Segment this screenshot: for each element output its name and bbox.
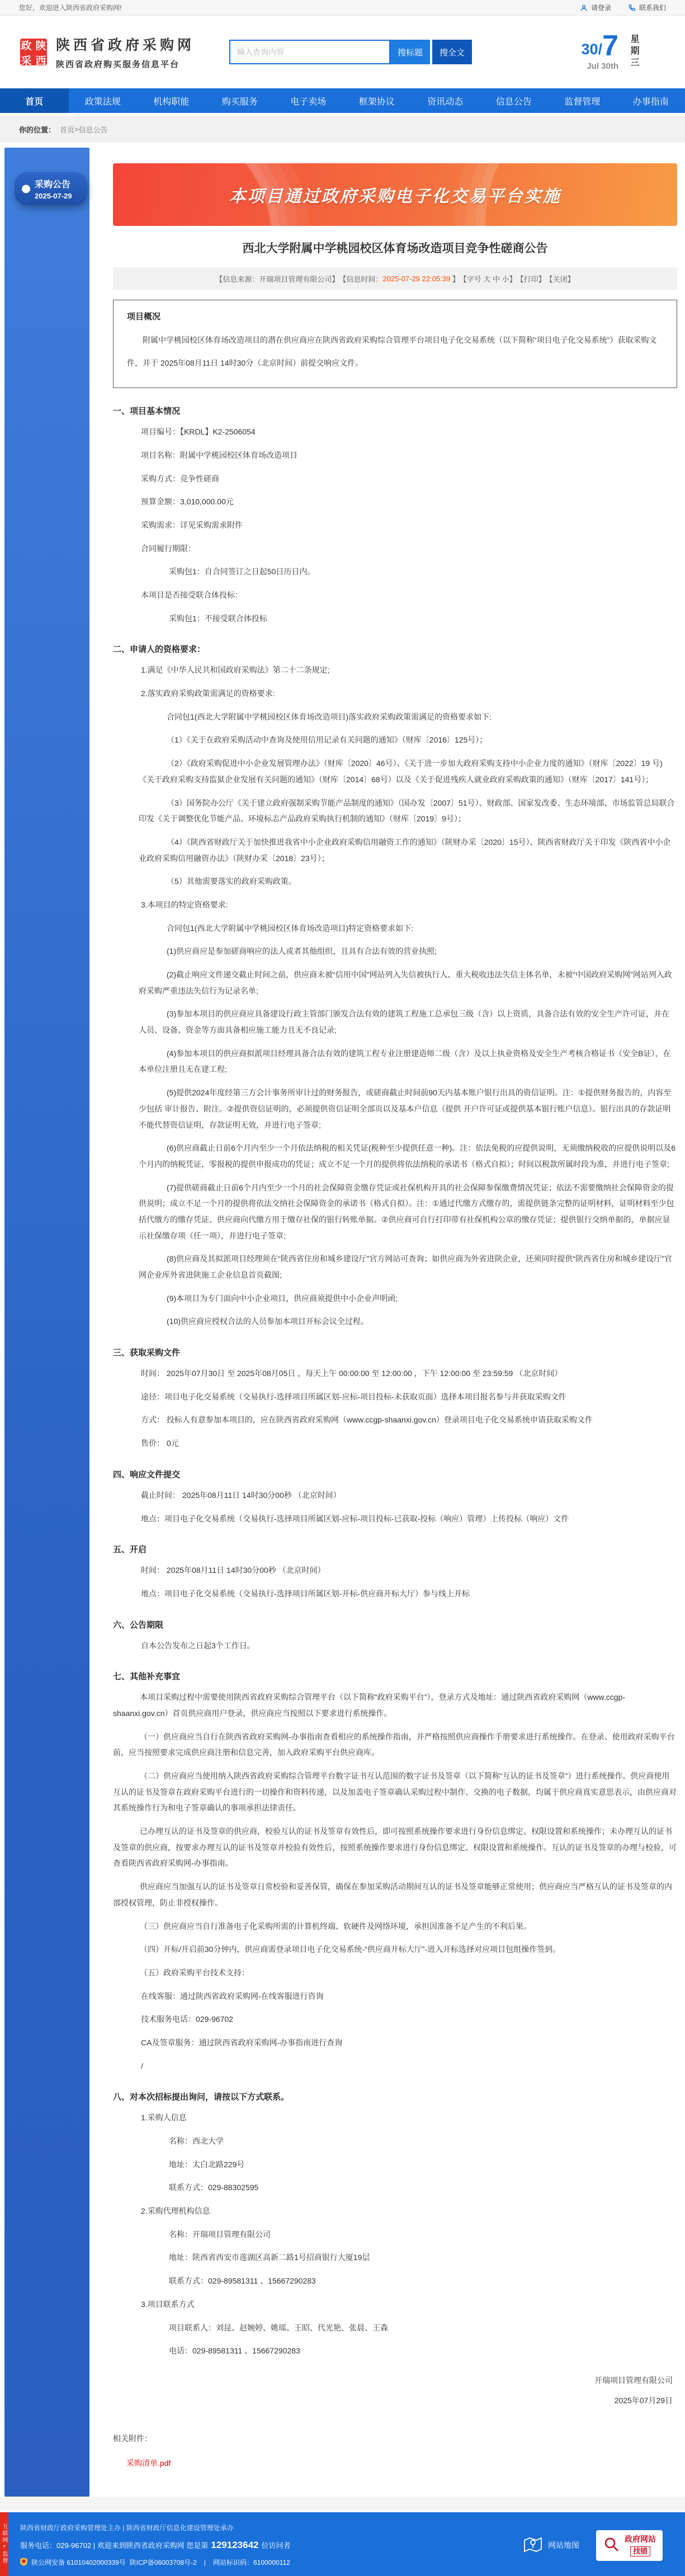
main-nav <box>0 88 685 113</box>
article-paragraph: (9)本项目为专门面向中小企业项目，供应商须提供中小企业声明函; <box>139 1291 677 1307</box>
section-heading: 六、公告期限 <box>113 1619 677 1630</box>
article-paragraph: 联系方式：029-89581311 、15667290283 <box>169 2273 677 2289</box>
article-paragraph: 地点：项目电子化交易系统（交易执行-选择项目所属区划-应标-项目投标-已获取-投标（响应）管理）上传投标（响应）文件 <box>141 1511 677 1527</box>
bullet-dot-icon <box>22 185 30 193</box>
article-paragraph: (1)供应商应是参加磋商响应的法人或者其他组织，且具有合法有效的营业执照; <box>139 943 677 959</box>
article-paragraph: 3.项目联系方式 <box>141 2296 677 2313</box>
article-paragraph: CA及签章服务：通过陕西省政府采购网-办事指南进行查询 <box>141 2035 677 2051</box>
article-paragraph: 自本公告发布之日起3个工作日。 <box>141 1638 677 1654</box>
article-paragraph: 在线客服：通过陕西省政府采购网-在线客服进行咨询 <box>141 1988 677 2005</box>
meta-print[interactable]: 【打印】 <box>517 273 546 284</box>
article-paragraph: 途径：项目电子化交易系统（交易执行-选择项目所属区划-应标-项目投标-未获取页面）选择本项目报名参与并获取采购文件 <box>141 1389 677 1405</box>
nav-item-8[interactable]: 监督管理 <box>548 88 617 113</box>
article-paragraph: （2）《政府采购促进中小企业发展管理办法》（财库〔2020〕46号）、《关于进一步加大政府采购支持中小企业力度的通知》（财库〔2022〕19 号)《关于政府采购支持监狱企业发展有关问题的通知》（财库〔2014〕68号）以及《关于促进残疾人就业政府采购政策的通知》（财库〔2017〕141号）； <box>139 755 677 787</box>
footer <box>0 2512 685 2576</box>
article-paragraph: 地址：太白北路229号 <box>169 2157 677 2173</box>
article-paragraph: 项目名称：附属中学桃园校区体育场改造项目 <box>141 447 677 464</box>
breadcrumb-bar <box>0 116 685 143</box>
magnifier-icon <box>603 2536 620 2555</box>
section-heading: 三、获取采购文件 <box>113 1346 677 1358</box>
meta-time-prefix: 【信息时间： <box>339 273 382 284</box>
footer-beian-line <box>20 2558 291 2568</box>
visitor-count: 129123642 <box>211 2540 258 2551</box>
beian-police[interactable]: 陕公网安备 61010402000339号 <box>31 2558 126 2567</box>
site-logo <box>19 37 48 67</box>
search-fulltext-button[interactable]: 搜全文 <box>432 40 472 64</box>
date-numbers <box>582 33 618 59</box>
article-paragraph: 1.满足《中华人民共和国政府采购法》第二十二条规定; <box>141 662 677 678</box>
meta-close[interactable]: 【关闭】 <box>546 273 575 284</box>
attachment-pdf-link[interactable]: 采购清单.pdf <box>126 2457 171 2469</box>
attachments-label: 相关附件： <box>113 2433 677 2444</box>
nav-item-5[interactable]: 框架协议 <box>343 88 412 113</box>
meta-time: 2025-07-29 22:05:39 <box>382 275 450 283</box>
nav-item-4[interactable]: 电子卖场 <box>274 88 343 113</box>
footer-separator: | <box>204 2559 206 2566</box>
article-paragraph: 3.本项目的特定资格要求: <box>141 897 677 913</box>
nav-item-7[interactable]: 信息公告 <box>480 88 549 113</box>
article-paragraph: 合同包1(西北大学附属中学桃园校区体育场改造项目)特定资格要求如下: <box>139 920 677 937</box>
article-paragraph: (4)参加本项目的供应商拟派项目经理具备合法有效的建筑工程专业注册建造师二级（含）及以上执业资格及安全生产考核合格证书（安全B证），在本单位注册且无在建工程; <box>139 1046 677 1077</box>
nav-item-0[interactable]: 首页 <box>0 88 69 113</box>
badge-text <box>625 2534 656 2557</box>
badge-line2: 找错 <box>630 2546 650 2556</box>
sidebar-category-label: 采购公告 <box>35 177 82 190</box>
meta-font-size[interactable]: 【字号 大 中 小】 <box>460 273 517 284</box>
article-content <box>113 148 677 2497</box>
article-paragraph: 电话：029-89581311 、15667290283 <box>169 2343 677 2359</box>
article-paragraph: (5)提供2024年度经第三方会计事务所审计过的财务报告，或磋商截止时间前90天内基本账户银行出具的资信证明。注：①提供财务报告的，内容至少包括 审计报告、附注。②提供资信证明的，必须提供资信证明全部页以及基本户信息（提供 开户许可证或提供基本银行账户信息）。银行出具的存款证明不能代替资信证明，存款证明无效，并进行电子签章; <box>139 1085 677 1133</box>
logo-char: 陕 <box>35 37 46 53</box>
article-paragraph: 售价： 0元 <box>141 1435 677 1452</box>
article-paragraph: （1）《关于在政府采购活动中查询及使用信用记录有关问题的通知》（财库〔2016〕125号）； <box>139 732 677 748</box>
sidebar-item-procurement-notice[interactable] <box>15 172 87 205</box>
article-paragraph: （四）开标/开启前30分钟内，供应商需登录项目电子化交易系统-“供应商开标大厅”-进入开标选择对应项目包组操作签到。 <box>113 1941 677 1958</box>
search-title-button[interactable]: 搜标题 <box>390 40 430 64</box>
overview-heading: 项目概况 <box>127 310 663 322</box>
sitemap-label: 网站地图 <box>548 2540 579 2551</box>
article-paragraph: 本项目是否接受联合体投标： <box>141 587 677 603</box>
article-paragraph: （三）供应商应当自行准备电子化采购所需的计算机终端、软硬件及网络环境，承担因准备不足产生的不利后果。 <box>113 1918 677 1935</box>
sitemap-link[interactable] <box>523 2536 579 2555</box>
gov-site-error-report-badge[interactable] <box>596 2530 663 2561</box>
overview-body: 附属中学桃园校区体育场改造项目的潜在供应商应在陕西省政府采购综合管理平台项目电子化交易系统（以下简称“项目电子化交易系统”）获取采购文件，并于 2025年08月11日 14时30分（北京时间）前提交响应文件。 <box>127 329 663 374</box>
site-header <box>0 16 685 88</box>
contact-link[interactable] <box>628 3 666 12</box>
article-title: 西北大学附属中学桃园校区体育场改造项目竞争性磋商公告 <box>113 239 677 256</box>
footer-visitor-pre: 服务电话：029-96702 | 欢迎来到陕西省政府采购网 您是第 <box>20 2540 208 2550</box>
article-paragraph: 联系方式：029-88302595 <box>169 2180 677 2196</box>
date-english: Jul 30th <box>582 62 618 71</box>
section-heading: 八、对本次招标提出询问，请按以下方式联系。 <box>113 2091 677 2102</box>
article-paragraph: 项目编号：【KRDL】K2-2506054 <box>141 424 677 440</box>
phone-icon <box>628 4 636 12</box>
article-paragraph: 1.采购人信息 <box>141 2110 677 2126</box>
login-link[interactable] <box>580 3 611 12</box>
logo-char: 西 <box>35 53 46 68</box>
site-title: 陕西省政府采购网 <box>56 34 195 54</box>
logo-char: 政 <box>21 37 31 53</box>
meta-source: 【信息来源：开瑞项目管理有限公司】 <box>215 273 339 284</box>
signature-company: 开瑞项目管理有限公司 <box>113 2375 673 2386</box>
article-paragraph: 时间： 2025年08月11日 14时30分00秒 （北京时间） <box>141 1562 677 1578</box>
article-paragraph: 2.落实政府采购政策需满足的资格要求: <box>141 686 677 702</box>
article-paragraph: 截止时间： 2025年08月11日 14时30分00秒 （北京时间） <box>141 1487 677 1504</box>
article-paragraph: （五）政府采购平台技术支持： <box>113 1965 677 1981</box>
footer-visitor-post: 位访问者 <box>261 2540 290 2550</box>
platform-banner <box>113 163 677 226</box>
article-paragraph: （5）其他需要落实的政府采购政策。 <box>139 873 677 890</box>
footer-organizer: 陕西省财政厅政府采购管理处主办 | 陕西省财政厅信息化建设管理处承办 <box>20 2523 291 2532</box>
login-label: 请登录 <box>591 3 611 12</box>
article-paragraph: / <box>141 2058 677 2074</box>
search-bar <box>229 40 472 64</box>
article-paragraph: 名称：开瑞项目管理有限公司 <box>169 2227 677 2243</box>
site-title-wrap <box>56 34 195 70</box>
article-paragraph: (2)截止响应文件递交截止时间之前，供应商未被“信用中国”网站列入失信被执行人、重大税收违法失信主体名单，未被“中国政府采购网”网站列入政府采购严重违法失信行为记录名单; <box>139 967 677 999</box>
logo-char: 采 <box>21 53 31 68</box>
article-paragraph: 地址：陕西省西安市莲湖区高新二路1号招商银行大厦19层 <box>169 2249 677 2266</box>
article-paragraph: 地点：项目电子化交易系统（交易执行-选择项目所属区划-开标-供应商开标大厅）参与线上开标 <box>141 1586 677 1602</box>
article-paragraph: 采购包1：自合同签订之日起50日历日内。 <box>169 564 677 580</box>
police-badge-icon <box>20 2558 27 2568</box>
article-body <box>113 405 677 2359</box>
user-icon <box>580 4 588 12</box>
article-paragraph: 预算金额：3,010,000.00元 <box>141 494 677 510</box>
topbar <box>0 0 685 16</box>
section-heading: 一、项目基本情况 <box>113 405 677 417</box>
footer-left <box>20 2523 291 2568</box>
signature-block <box>113 2375 677 2406</box>
article-paragraph: (10)供应商应授权合法的人员参加本项目开标会议全过程。 <box>139 1313 677 1330</box>
breadcrumb-home[interactable]: 首页 <box>60 124 74 135</box>
article-paragraph: 采购包1：不接受联合体投标 <box>169 611 677 627</box>
footer-right <box>523 2523 663 2568</box>
section-heading: 五、开启 <box>113 1543 677 1555</box>
nav-item-1[interactable]: 政策法规 <box>69 88 138 113</box>
article-paragraph: （一）供应商应当自行在陕西省政府采购网-办事指南查看相应的系统操作指南，并严格按照供应商操作手册要求进行系统操作。在登录、使用政府采购平台前，应当按照要求完成供应商注册和信息完善，加入政府采购平台供应商库。 <box>113 1729 677 1761</box>
prefooter-strip <box>0 2497 685 2512</box>
article-meta-bar <box>113 267 677 290</box>
welcome-text: 您好，欢迎进入陕西省政府采购网! <box>19 3 121 12</box>
article-paragraph: 采购需求：详见采购需求附件 <box>141 517 677 533</box>
article-paragraph: 供应商应当加强互认的证书及签章日常校验和妥善保管，确保在参加采购活动期间互认的证书及签章能够正常使用；供应商应当严格互认的证书及签章的内部授权管理，防止非授权操作。 <box>113 1879 677 1911</box>
article-paragraph: 本项目采购过程中需要使用陕西省政府采购综合管理平台（以下简称“政府采购平台”），登录方式及地址：通过陕西省政府采购网（www.ccgp-shaanxi.gov.cn）首页供应商用户登录，供应商应当按照以下要求进行系统操作。 <box>113 1689 677 1721</box>
article-paragraph: 名称：西北大学 <box>169 2133 677 2149</box>
badge-line1: 政府网站 <box>625 2535 656 2544</box>
main-area <box>0 148 685 2497</box>
date-day: 30/ <box>582 40 603 59</box>
article-paragraph: 方式： 投标人有意参加本项目的，应在陕西省政府采购网（www.ccgp-shaanxi.gov.cn）登录项目电子化交易系统申请获取采购文件 <box>141 1412 677 1428</box>
project-overview-box <box>113 300 677 388</box>
article-paragraph: (3)参加本项目的供应商应具备建设行政主管部门颁发合法有效的建筑工程施工总承包三级（含）以上资质，具备合法有效的安全生产许可证，并在人员、设备、资金等方面具备相应施工能力且无不良记录; <box>139 1006 677 1038</box>
sidebar-category-date: 2025-07-29 <box>35 192 82 200</box>
nav-item-3[interactable]: 购买服务 <box>206 88 275 113</box>
breadcrumb-current[interactable]: 信息公告 <box>79 124 108 135</box>
article-paragraph: （3）国务院办公厅《关于建立政府强制采购节能产品制度的通知》（国办发〔2007〕51号）、财政部、国家发改委、生态环境部、市场监管总局联合印发《关于调整优化节能产品、环境标志产品政府采购执行机制的通知》（财库〔2019〕9号）； <box>139 795 677 827</box>
article-paragraph: 合同履行期限： <box>141 541 677 557</box>
supervision-ribbon[interactable]: 互联网+监督 <box>0 2512 8 2576</box>
article-paragraph: （二）供应商应当使用纳入陕西省政府采购综合管理平台数字证书互认范围的数字证书及签章（以下简称“互认的证书及签章”）进行系统操作。供应商使用互认的证书及签章在政府采购平台进行的一切操作和资料传递，以及加盖电子签章确认采购过程中制作、交换的电子数据，均属于供应商真实意思表示，由供应商对其系统操作行为和电子签章确认的事项承担法律责任。 <box>113 1768 677 1816</box>
beian-icp[interactable]: 陕ICP备06003708号-2 <box>130 2558 197 2567</box>
article-paragraph: 时间： 2025年07月30日 至 2025年08月05日 ，每天上午 00:00:00 至 12:00:00 ，下午 12:00:00 至 23:59:59 （北京时间） <box>141 1365 677 1382</box>
nav-item-9[interactable]: 办事指南 <box>617 88 685 113</box>
article-paragraph: (6)供应商截止日前6个月内至少一个月依法纳税的相关凭证(税种至少提供任意一种)。注：依法免税的应提供说明，无须缴纳税收的应提供说明以及6个月内的纳税凭证，零报税的提供申报成功的凭证；成立不足一个月的提供将依法纳税的承诺书（格式自拟）；时间以税款所属时段为准，并进行电子签章; <box>139 1140 677 1172</box>
site-subtitle: 陕西省政府购买服务信息平台 <box>56 58 195 70</box>
article-paragraph: （4）《陕西省财政厅关于加快推进我省中小企业政府采购信用融资工作的通知》（陕财办采〔2020〕15号）、陕西省财政厅关于印发《陕西省中小企业政府采购信用融资办法》（陕财办采〔2018〕23号）； <box>139 834 677 866</box>
article-paragraph: 2.采购代理机构信息 <box>141 2203 677 2219</box>
date-widget <box>582 33 666 71</box>
section-heading: 四、响应文件提交 <box>113 1468 677 1480</box>
article-paragraph: 合同包1(西北大学附属中学桃园校区体育场改造项目)落实政府采购政策需满足的资格要求如下: <box>139 709 677 725</box>
article-paragraph: 技术服务电话：029-96702 <box>141 2011 677 2027</box>
banner-text: 本项目通过政府采购电子化交易平台实施 <box>229 182 561 207</box>
contact-label: 联系我们 <box>639 3 666 12</box>
article-paragraph: 采购方式：竞争性磋商 <box>141 471 677 487</box>
article-paragraph: 项目联系人：刘昆、赵婉婷、姚瑶、王昭、代光艳、张晨、王森 <box>169 2320 677 2336</box>
article-paragraph: (8)供应商及其拟派项目经理须在“陕西省住房和城乡建设厅”官方网站可查询；如供应商为外省进陕企业，还须同时提供“陕西省住房和城乡建设厅”官网企业库外省进陕施工企业信息首页截图; <box>139 1251 677 1283</box>
breadcrumb-label: 你的位置： <box>19 124 55 135</box>
section-heading: 二、申请人的资格要求： <box>113 643 677 655</box>
nav-item-2[interactable]: 机构职能 <box>137 88 206 113</box>
date-month: 7 <box>602 33 618 59</box>
footer-visitor-line <box>20 2540 291 2551</box>
weekday-label: 星期三 <box>627 34 640 69</box>
map-icon <box>523 2536 542 2555</box>
meta-time-suffix: 】 <box>450 273 460 284</box>
topbar-right <box>580 3 666 12</box>
site-code: 网站标识码：6100000112 <box>213 2558 290 2567</box>
article-paragraph: (7)提供磋商截止日前6个月内至少一个月的社会保障资金缴存凭证或社保机构开具的社会保障参保缴费情况凭证；依法不需要缴纳社会保障资金的提供说明；成立不足一个月的提供将依法交纳社会保障资金的承诺书（格式自拟）。注：①通过代缴方式缴存的，需提供链条完整的证明材料，证明材料至少包括代缴方的缴存凭证、供应商向代缴方用于缴存社保的银行转账单据。②供应商可自行打印带有社保机构公章的缴存凭证；提供银行交纳单据的，单据应显示社保缴存项（任一项），并进行电子签章; <box>139 1180 677 1244</box>
signature-date: 2025年07月29日 <box>113 2395 673 2406</box>
article-paragraph: 已办理互认的证书及签章的供应商，校验互认的证书及签章有效性后，即可按照系统操作要求进行身份信息绑定、权限设置和系统操作；未办理互认的证书及签章的供应商，按要求办理互认的证书及签章并校验有效性后，按照系统操作要求进行身份信息绑定、权限设置和系统操作。互认的证书及签章的办理与校验，可查看陕西省政府采购网-办事指南。 <box>113 1823 677 1871</box>
nav-item-6[interactable]: 资讯动态 <box>411 88 480 113</box>
section-heading: 七、其他补充事宜 <box>113 1670 677 1682</box>
search-input[interactable] <box>229 40 390 64</box>
sidebar <box>4 148 89 2497</box>
breadcrumb-separator: > <box>74 125 79 134</box>
